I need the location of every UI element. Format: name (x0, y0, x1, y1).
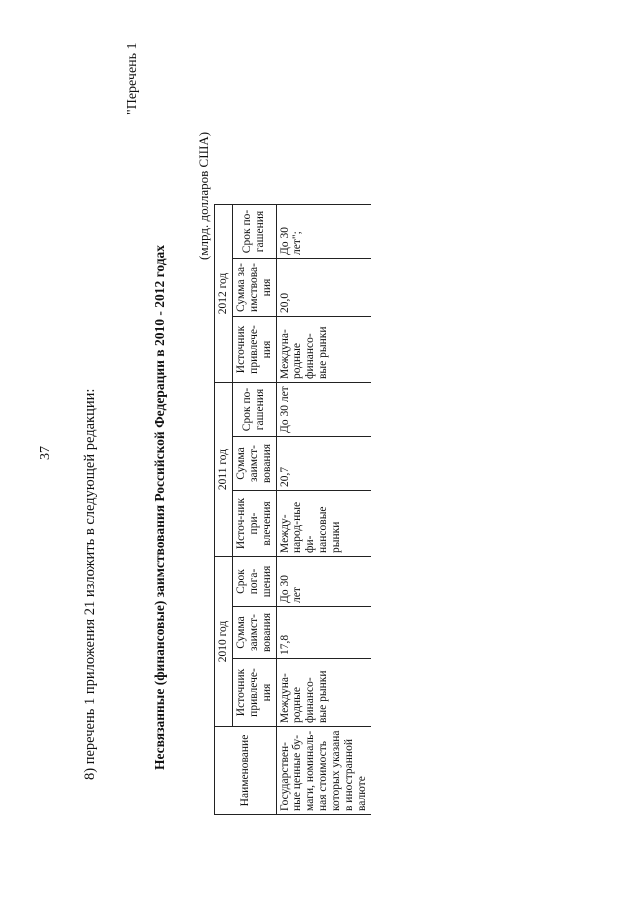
subheader-2012-term: Срок по-гашения (232, 205, 276, 259)
table-row (276, 205, 371, 815)
cell-2011-term: До 30 лет (276, 383, 371, 437)
document-title: Несвязанные (финансовые) заимствования Российской Федерации в 2010 - 2012 годах (152, 244, 167, 770)
column-header-name: Наименование (215, 727, 277, 815)
year-header-2011: 2011 год (215, 383, 233, 557)
units-note: (млрд. долларов США) (196, 131, 211, 260)
list-label: "Перечень 1 (125, 42, 140, 115)
row-name: Государствен-ные ценные бу-маги, номиналь-ная стоимость которых указана в иностранной валюте (276, 727, 371, 815)
intro-text: 8) перечень 1 приложения 21 изложить в следующей редакции: (82, 388, 98, 780)
cell-2011-amount: 20,7 (276, 437, 371, 491)
subheader-2010-amount: Сумма заимст-вования (232, 607, 276, 659)
cell-2012-amount: 20,0 (276, 259, 371, 317)
year-header-2010: 2010 год (215, 557, 233, 727)
cell-2012-source: Междуна-родные финансо-вые рынки (276, 317, 371, 383)
subheader-2011-amount: Сумма заимст-вования (232, 437, 276, 491)
page-number: 37 (38, 446, 53, 460)
subheader-2010-term: Срок пога-шения (232, 557, 276, 607)
cell-2011-source: Между-народ-ные фи-нансовые рынки (276, 491, 371, 557)
cell-2010-amount: 17,8 (276, 607, 371, 659)
cell-2010-source: Междуна-родные финансо-вые рынки (276, 659, 371, 727)
subheader-2011-source: Источ-ник при-влечения (232, 491, 276, 557)
subheader-2012-source: Источник привлече-ния (232, 317, 276, 383)
cell-2012-term: До 30 лет"; (276, 205, 371, 259)
subheader-2011-term: Срок по-гашения (232, 383, 276, 437)
year-header-2012: 2012 год (215, 205, 233, 383)
borrowings-table (214, 204, 371, 815)
subheader-2010-source: Источник привлече-ния (232, 659, 276, 727)
subheader-2012-amount: Сумма за-имствова-ния (232, 259, 276, 317)
cell-2010-term: До 30 лет (276, 557, 371, 607)
